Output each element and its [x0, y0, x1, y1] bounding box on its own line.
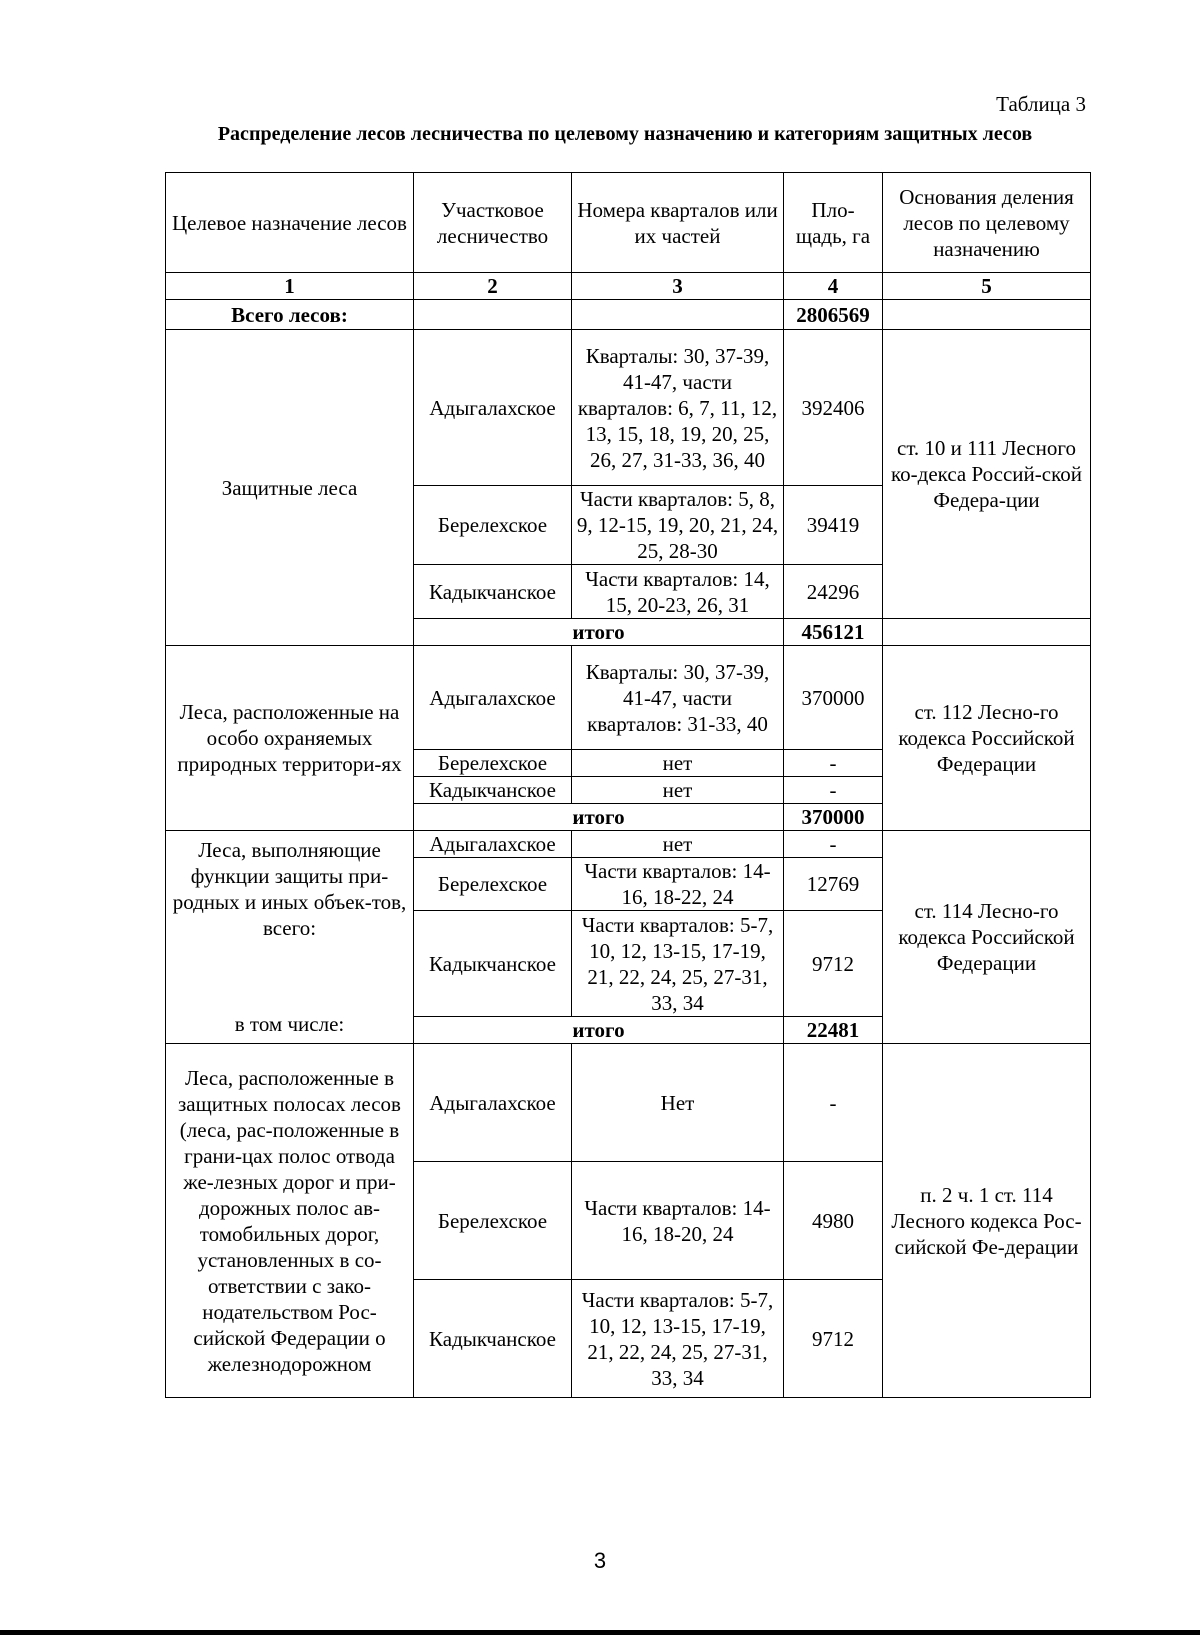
- purpose-cell: Леса, расположенные на особо охраняемых природных территори-ях: [166, 646, 414, 831]
- district-cell: Берелехское: [414, 486, 572, 565]
- quarters-cell: Кварталы: 30, 37-39, 41-47, части кварталов: 31-33, 40: [572, 646, 784, 750]
- purpose-cell: Защитные леса: [166, 330, 414, 646]
- total-area: 2806569: [784, 300, 883, 330]
- quarters-cell: Части кварталов: 5-7, 10, 12, 13-15, 17-19, 21, 22, 24, 25, 27-31, 33, 34: [572, 1280, 784, 1398]
- column-number: 3: [572, 273, 784, 300]
- spacer: [170, 941, 409, 1011]
- column-header: Целевое назначение лесов: [166, 173, 414, 273]
- column-number: 5: [883, 273, 1091, 300]
- quarters-cell: Части кварталов: 5-7, 10, 12, 13-15, 17-19, 21, 22, 24, 25, 27-31, 33, 34: [572, 911, 784, 1017]
- total-label: Всего лесов:: [166, 300, 414, 330]
- table-row: [166, 831, 1091, 858]
- empty-cell: [883, 619, 1091, 646]
- district-cell: Адыгалахское: [414, 1044, 572, 1162]
- quarters-cell: Нет: [572, 1044, 784, 1162]
- table-header-row: [166, 173, 1091, 273]
- area-cell: -: [784, 777, 883, 804]
- area-cell: 9712: [784, 1280, 883, 1398]
- column-number: 1: [166, 273, 414, 300]
- total-row: [166, 300, 1091, 330]
- empty-cell: [414, 300, 572, 330]
- column-header: Номера кварталов или их частей: [572, 173, 784, 273]
- subtotal-area: 370000: [784, 804, 883, 831]
- district-cell: Берелехское: [414, 1162, 572, 1280]
- basis-cell: ст. 112 Лесно-го кодекса Российской Федерации: [883, 646, 1091, 831]
- area-cell: 4980: [784, 1162, 883, 1280]
- district-cell: Кадыкчанское: [414, 1280, 572, 1398]
- area-cell: -: [784, 831, 883, 858]
- area-cell: 370000: [784, 646, 883, 750]
- area-cell: -: [784, 750, 883, 777]
- purpose-text: Леса, выполняющие функции защиты при-родных и иных объек-тов, всего:: [172, 838, 407, 940]
- subtotal-area: 456121: [784, 619, 883, 646]
- area-cell: 392406: [784, 330, 883, 486]
- empty-cell: [572, 300, 784, 330]
- quarters-cell: Части кварталов: 5, 8, 9, 12-15, 19, 20, 21, 24, 25, 28-30: [572, 486, 784, 565]
- district-cell: Адыгалахское: [414, 646, 572, 750]
- forest-distribution-table: [165, 172, 1091, 1398]
- district-cell: Берелехское: [414, 858, 572, 911]
- area-cell: 39419: [784, 486, 883, 565]
- district-cell: Кадыкчанское: [414, 777, 572, 804]
- subtotal-label: итого: [414, 619, 784, 646]
- area-cell: 9712: [784, 911, 883, 1017]
- column-number: 2: [414, 273, 572, 300]
- table-title: Распределение лесов лесничества по целевому назначению и категориям защитных лесов: [217, 123, 1033, 145]
- quarters-cell: Части кварталов: 14-16, 18-22, 24: [572, 858, 784, 911]
- area-cell: 24296: [784, 565, 883, 619]
- purpose-note: в том числе:: [234, 1012, 345, 1036]
- quarters-cell: нет: [572, 750, 784, 777]
- table-label: Таблица 3: [996, 92, 1086, 116]
- quarters-cell: Части кварталов: 14, 15, 20-23, 26, 31: [572, 565, 784, 619]
- basis-cell: ст. 10 и 111 Лесного ко-декса Россий-ской Федера-ции: [883, 330, 1091, 619]
- purpose-cell: Леса, расположенные в защитных полосах лесов (леса, рас-положенные в грани-цах полос отвода же-лезных дорог и при-дорожных полос ав-томобильных дорог, установленных в со-ответствии с зако-нодательством Рос-сийской Федерации о железнодорожном: [166, 1044, 414, 1398]
- area-cell: 12769: [784, 858, 883, 911]
- column-number: 4: [784, 273, 883, 300]
- district-cell: Кадыкчанское: [414, 911, 572, 1017]
- column-header: Участковое лесничество: [414, 173, 572, 273]
- district-cell: Кадыкчанское: [414, 565, 572, 619]
- district-cell: Адыгалахское: [414, 330, 572, 486]
- table-row: [166, 330, 1091, 486]
- district-cell: Берелехское: [414, 750, 572, 777]
- subtotal-area: 22481: [784, 1017, 883, 1044]
- quarters-cell: Части кварталов: 14-16, 18-20, 24: [572, 1162, 784, 1280]
- subtotal-label: итого: [414, 1017, 784, 1044]
- purpose-cell: [166, 831, 414, 1044]
- basis-cell: п. 2 ч. 1 ст. 114 Лесного кодекса Рос-сийской Фе-дерации: [883, 1044, 1091, 1398]
- page-number: 3: [593, 1548, 607, 1573]
- empty-cell: [883, 300, 1091, 330]
- column-header: Пло-щадь, га: [784, 173, 883, 273]
- column-number-row: [166, 273, 1091, 300]
- table-row: [166, 1044, 1091, 1162]
- quarters-cell: нет: [572, 831, 784, 858]
- area-cell: -: [784, 1044, 883, 1162]
- table-row: [166, 646, 1091, 750]
- basis-cell: ст. 114 Лесно-го кодекса Российской Федерации: [883, 831, 1091, 1044]
- bottom-rule: [0, 1630, 1200, 1635]
- quarters-cell: нет: [572, 777, 784, 804]
- district-cell: Адыгалахское: [414, 831, 572, 858]
- quarters-cell: Кварталы: 30, 37-39, 41-47, части кварталов: 6, 7, 11, 12, 13, 15, 18, 19, 20, 25, 26, 27, 31-33, 36, 40: [572, 330, 784, 486]
- subtotal-label: итого: [414, 804, 784, 831]
- column-header: Основания деления лесов по целевому назначению: [883, 173, 1091, 273]
